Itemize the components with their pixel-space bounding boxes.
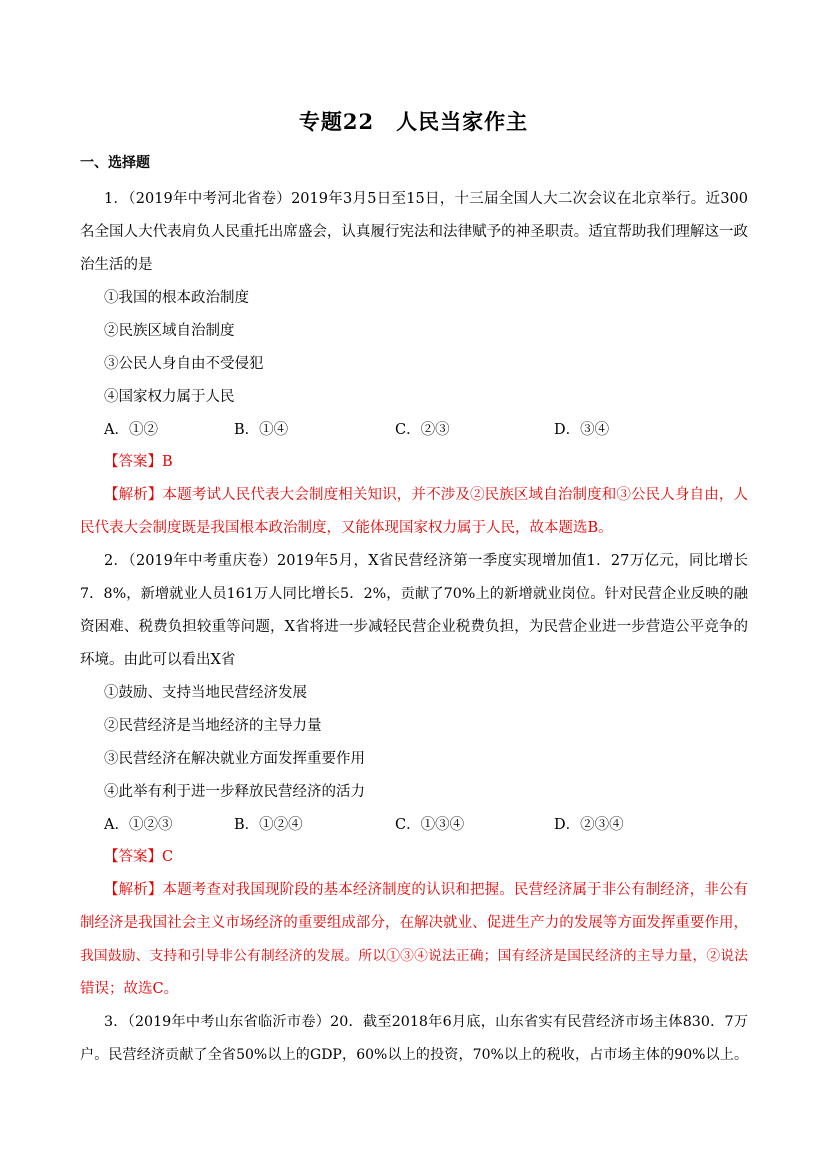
q1-item-3: ③公民人身自由不受侵犯 — [104, 356, 264, 372]
q1-item-2: ②民族区域自治制度 — [104, 323, 235, 339]
q2-line-2: 7．8%，新增就业人员161万人同比增长5．2%，贡献了70%上的新增就业岗位。针对民营企业反映的融 — [80, 586, 748, 602]
q2-analysis-line-1: 【解析】本题考查对我国现阶段的基本经济制度的认识和把握。民营经济属于非公有制经济，非公有 — [104, 882, 748, 898]
q2-answer: 【答案】C — [104, 849, 174, 865]
q2-item-1: ①鼓励、支持当地民营经济发展 — [104, 685, 307, 701]
q2-line-1: 2．（2019年中考重庆卷）2019年5月，X省民营经济第一季度实现增加值1．27万亿元，同比增长 — [104, 553, 748, 569]
q2-item-4: ④此举有利于进一步释放民营经济的活力 — [104, 784, 365, 800]
q3-line-2: 户。民营经济贡献了全省50%以上的GDP，60%以上的投资，70%以上的税收，占市场主体的90%以上。 — [80, 1047, 748, 1063]
q1-item-4: ④国家权力属于人民 — [104, 389, 235, 405]
q1-option-a: A．①② — [104, 422, 158, 438]
section-heading: 一、选择题 — [80, 155, 150, 171]
q2-line-3: 资困难、税费负担较重等问题，X省将进一步减轻民营企业税费负担，为民营企业进一步营造公平竞争的 — [80, 619, 748, 635]
q2-item-3: ③民营经济在解决就业方面发挥重要作用 — [104, 751, 365, 767]
q1-line-2: 名全国人大代表肩负人民重托出席盛会，认真履行宪法和法律赋予的神圣职责。适宜帮助我们理解这一政 — [80, 224, 748, 240]
q2-option-a: A．①②③ — [104, 817, 173, 833]
q2-item-2: ②民营经济是当地经济的主导力量 — [104, 718, 322, 734]
q3-line-1: 3．（2019年中考山东省临沂市卷）20．截至2018年6月底，山东省实有民营经济市场主体830．7万 — [104, 1014, 748, 1030]
q1-answer: 【答案】B — [104, 454, 173, 470]
page-title: 专题22 人民当家作主 — [298, 109, 529, 134]
q2-option-d: D．②③④ — [554, 817, 624, 833]
q1-option-d: D．③④ — [554, 422, 610, 438]
q1-line-1: 1．（2019年中考河北省卷）2019年3月5日至15日，十三届全国人大二次会议在北京举行。近300 — [104, 191, 748, 207]
q1-option-b: B．①④ — [234, 422, 289, 438]
q2-option-b: B．①②④ — [234, 817, 303, 833]
q2-analysis-line-3: 我国鼓励、支持和引导非公有制经济的发展。所以①③④说法正确；国有经济是国民经济的主导力量，②说法 — [80, 948, 748, 964]
q2-analysis-line-4: 错误；故选C。 — [80, 981, 179, 997]
q1-item-1: ①我国的根本政治制度 — [104, 290, 249, 306]
q1-option-c: C．②③ — [395, 422, 450, 438]
q1-line-3: 治生活的是 — [80, 257, 153, 273]
q1-analysis-line-2: 民代表大会制度既是我国根本政治制度，又能体现国家权力属于人民，故本题选B。 — [80, 520, 613, 536]
q2-line-4: 环境。由此可以看出X省 — [80, 652, 236, 668]
q2-option-c: C．①③④ — [395, 817, 465, 833]
q2-analysis-line-2: 制经济是我国社会主义市场经济的重要组成部分，在解决就业、促进生产力的发展等方面发挥重要作用， — [80, 915, 748, 931]
q1-analysis-line-1: 【解析】本题考试人民代表大会制度相关知识，并不涉及②民族区域自治制度和③公民人身自由，人 — [104, 487, 748, 503]
